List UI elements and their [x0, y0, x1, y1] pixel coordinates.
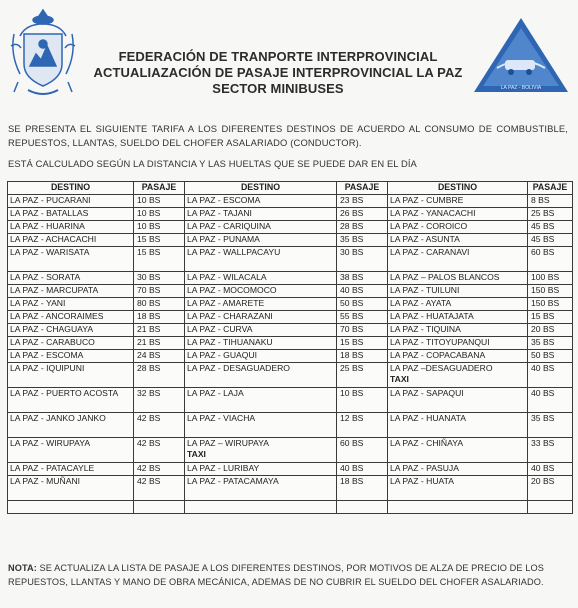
- table-header-row: [8, 182, 573, 195]
- fare-cell: [134, 388, 185, 413]
- destination-text: LA PAZ - HUANATA: [390, 413, 466, 423]
- destination-cell: [8, 234, 134, 247]
- destination-cell: [185, 388, 337, 413]
- fare-cell: [528, 363, 573, 388]
- destination-cell: [388, 324, 528, 337]
- destination-cell: [185, 363, 337, 388]
- fare-text: 70 BS: [137, 285, 161, 295]
- fare-text: 50 BS: [340, 298, 364, 308]
- table-row: [8, 298, 573, 311]
- fare-text: 20 BS: [531, 476, 555, 486]
- fare-text: 8 BS: [531, 195, 550, 205]
- destination-cell: [185, 221, 337, 234]
- fare-cell: [528, 247, 573, 272]
- table-row: [8, 363, 573, 388]
- destination-cell: [185, 501, 337, 514]
- destination-cell: [388, 221, 528, 234]
- fare-cell: [134, 413, 185, 438]
- fare-cell: [528, 221, 573, 234]
- destination-cell: [388, 247, 528, 272]
- destination-text: LA PAZ - PUERTO ACOSTA: [10, 388, 119, 398]
- destination-text: LA PAZ - CARANAVI: [390, 247, 470, 257]
- table-row: [8, 221, 573, 234]
- destination-cell: [185, 337, 337, 350]
- fare-text: 32 BS: [137, 388, 161, 398]
- destination-cell: [388, 195, 528, 208]
- header-pasaje-1: PASAJE: [134, 182, 185, 195]
- destination-text: LA PAZ - PATACAMAYA: [187, 476, 279, 486]
- fare-text: 21 BS: [137, 324, 161, 334]
- fare-cell: [528, 324, 573, 337]
- note-label: NOTA:: [8, 563, 37, 573]
- fare-cell: [337, 298, 388, 311]
- fare-text: 150 BS: [531, 298, 560, 308]
- destination-cell: [388, 476, 528, 501]
- fare-cell: [134, 324, 185, 337]
- destination-text: LA PAZ – PALOS BLANCOS: [390, 272, 500, 282]
- destination-text: LA PAZ - ACHACACHI: [10, 234, 97, 244]
- destination-cell: [8, 272, 134, 285]
- fare-cell: [528, 438, 573, 463]
- fare-cell: [134, 195, 185, 208]
- destination-text: LA PAZ - CHARAZANI: [187, 311, 273, 321]
- fare-text: 10 BS: [137, 221, 161, 231]
- destination-text: LA PAZ - PUCARANI: [10, 195, 91, 205]
- fare-text: 10 BS: [137, 195, 161, 205]
- fare-cell: [337, 413, 388, 438]
- fare-cell: [337, 363, 388, 388]
- destination-text: LA PAZ - PATACAYLE: [10, 463, 95, 473]
- destination-text: LA PAZ - WALLPACAYU: [187, 247, 281, 257]
- header-destino-3: DESTINO: [388, 182, 528, 195]
- fare-text: 18 BS: [340, 476, 364, 486]
- fare-cell: [337, 247, 388, 272]
- destination-text: LA PAZ - CUMBRE: [390, 195, 464, 205]
- fare-text: 12 BS: [340, 413, 364, 423]
- fare-text: 150 BS: [531, 285, 560, 295]
- destination-text: LA PAZ - TIQUINA: [390, 324, 461, 334]
- destination-cell: [388, 438, 528, 463]
- fare-table-body: [8, 195, 573, 514]
- fare-text: 15 BS: [531, 311, 555, 321]
- fare-cell: [337, 324, 388, 337]
- table-row: [8, 324, 573, 337]
- fare-text: 40 BS: [340, 285, 364, 295]
- fare-cell: [134, 298, 185, 311]
- destination-cell: [388, 363, 528, 388]
- destination-text: LA PAZ - TAJANI: [187, 208, 252, 218]
- fare-text: 40 BS: [340, 463, 364, 473]
- destination-text: LA PAZ - TITOYUPANQUI: [390, 337, 490, 347]
- destination-text: LA PAZ - JANKO JANKO: [10, 413, 106, 423]
- destination-cell: [388, 311, 528, 324]
- destination-text: LA PAZ - CHAGUAYA: [10, 324, 94, 334]
- destination-cell: [185, 324, 337, 337]
- fare-text: 70 BS: [340, 324, 364, 334]
- fare-cell: [528, 413, 573, 438]
- table-row: [8, 388, 573, 413]
- destination-cell: [8, 388, 134, 413]
- destination-text: LA PAZ - SAPAQUI: [390, 388, 464, 398]
- fare-text: 21 BS: [137, 337, 161, 347]
- fare-cell: [134, 311, 185, 324]
- destination-text: LA PAZ - SORATA: [10, 272, 81, 282]
- destination-text: LA PAZ - WARISATA: [10, 247, 90, 257]
- fare-text: 42 BS: [137, 438, 161, 448]
- destination-text: LA PAZ - YANACACHI: [390, 208, 476, 218]
- destination-text: LA PAZ - LAJA: [187, 388, 244, 398]
- destination-cell: [8, 363, 134, 388]
- destination-text: LA PAZ - IQUIPUNI: [10, 363, 85, 373]
- fare-cell: [337, 285, 388, 298]
- fare-text: 40 BS: [531, 388, 555, 398]
- fare-cell: [528, 388, 573, 413]
- fare-cell: [134, 234, 185, 247]
- destination-cell: [185, 234, 337, 247]
- destination-cell: [8, 438, 134, 463]
- fare-text: 60 BS: [531, 247, 555, 257]
- destination-text: LA PAZ - CARABUCO: [10, 337, 95, 347]
- destination-text: LA PAZ - HUATA: [390, 476, 454, 486]
- fare-cell: [337, 476, 388, 501]
- destination-cell: [8, 350, 134, 363]
- destination-cell: [388, 350, 528, 363]
- fare-text: 10 BS: [137, 208, 161, 218]
- fare-text: 15 BS: [340, 337, 364, 347]
- destination-cell: [388, 413, 528, 438]
- fare-text: 23 BS: [340, 195, 364, 205]
- destination-cell: [185, 463, 337, 476]
- destination-cell: [8, 501, 134, 514]
- fare-text: 42 BS: [137, 463, 161, 473]
- destination-cell: [185, 272, 337, 285]
- fare-cell: [528, 272, 573, 285]
- header-pasaje-3: PASAJE: [528, 182, 573, 195]
- fare-text: 10 BS: [340, 388, 364, 398]
- destination-text: LA PAZ - ESCOMA: [10, 350, 84, 360]
- destination-text: LA PAZ - CHIÑAYA: [390, 438, 464, 448]
- fare-cell: [337, 311, 388, 324]
- fare-text: 100 BS: [531, 272, 560, 282]
- destination-cell: [388, 298, 528, 311]
- document-title: [82, 49, 474, 97]
- header-pasaje-2: PASAJE: [337, 182, 388, 195]
- title-line-1: FEDERACIÓN DE TRANPORTE INTERPROVINCIAL: [118, 49, 438, 64]
- table-row: [8, 463, 573, 476]
- fare-text: 42 BS: [137, 413, 161, 423]
- table-row: [8, 272, 573, 285]
- fare-text: 60 BS: [340, 438, 364, 448]
- fare-text: 30 BS: [340, 247, 364, 257]
- destination-text: LA PAZ - COPACABANA: [390, 350, 486, 360]
- destination-text: LA PAZ - HUARINA: [10, 221, 85, 231]
- fare-text: 33 BS: [531, 438, 555, 448]
- destination-cell: [388, 234, 528, 247]
- destination-cell: [8, 476, 134, 501]
- destination-cell: [8, 247, 134, 272]
- fare-text: 20 BS: [531, 324, 555, 334]
- fare-cell: [528, 311, 573, 324]
- fare-text: 40 BS: [531, 463, 555, 473]
- destination-text: LA PAZ - WILACALA: [187, 272, 267, 282]
- fare-cell: [134, 350, 185, 363]
- destination-cell: [8, 195, 134, 208]
- fare-text: 38 BS: [340, 272, 364, 282]
- fare-text: 40 BS: [531, 363, 555, 373]
- destination-text: LA PAZ - COROICO: [390, 221, 468, 231]
- destination-text: LA PAZ - ANCORAIMES: [10, 311, 104, 321]
- fare-text: 50 BS: [531, 350, 555, 360]
- fare-cell: [134, 463, 185, 476]
- table-row: [8, 247, 573, 272]
- destination-text: LA PAZ - MARCUPATA: [10, 285, 99, 295]
- destination-cell: [388, 463, 528, 476]
- fare-cell: [134, 438, 185, 463]
- taxi-label: TAXI: [187, 449, 206, 459]
- destination-cell: [8, 298, 134, 311]
- fare-text: 15 BS: [137, 247, 161, 257]
- fare-text: 45 BS: [531, 221, 555, 231]
- destination-cell: [8, 413, 134, 438]
- fare-text: 35 BS: [340, 234, 364, 244]
- destination-text: LA PAZ - GUAQUI: [187, 350, 258, 360]
- fare-cell: [134, 221, 185, 234]
- destination-text: LA PAZ - MUÑANI: [10, 476, 81, 486]
- fare-cell: [134, 285, 185, 298]
- fare-cell: [528, 285, 573, 298]
- footnote: [8, 561, 570, 589]
- fare-cell: [337, 234, 388, 247]
- fare-text: 18 BS: [137, 311, 161, 321]
- destination-text: LA PAZ –DESAGUADERO: [390, 363, 493, 373]
- destination-cell: [388, 272, 528, 285]
- destination-cell: [388, 388, 528, 413]
- intro-paragraph: SE PRESENTA EL SIGUIENTE TARIFA A LOS DIFERENTES DESTINOS DE ACUERDO AL CONSUMO DE COMBUSTIBLE, REPUESTOS, LLANTAS, SUELDO DEL CHOFER ASALARIADO (CONDUCTOR).: [8, 123, 568, 148]
- destination-cell: [185, 438, 337, 463]
- fare-cell: [337, 337, 388, 350]
- fare-cell: [134, 337, 185, 350]
- fare-cell: [528, 463, 573, 476]
- destination-text: LA PAZ - PUNAMA: [187, 234, 260, 244]
- fare-cell: [134, 208, 185, 221]
- fare-cell: [337, 388, 388, 413]
- fare-text: 26 BS: [340, 208, 364, 218]
- destination-cell: [388, 337, 528, 350]
- destination-cell: [185, 285, 337, 298]
- destination-cell: [8, 463, 134, 476]
- destination-cell: [8, 324, 134, 337]
- title-line-2: ACTUALIAZACIÓN DE PASAJE INTERPROVINCIAL LA PAZ: [93, 65, 463, 80]
- destination-text: LA PAZ - DESAGUADERO: [187, 363, 290, 373]
- fare-cell: [337, 208, 388, 221]
- table-row: [8, 438, 573, 463]
- fare-cell: [528, 501, 573, 514]
- destination-text: LA PAZ - AMARETE: [187, 298, 265, 308]
- fare-cell: [337, 463, 388, 476]
- destination-text: LA PAZ - LURIBAY: [187, 463, 260, 473]
- destination-text: LA PAZ – WIRUPAYA: [187, 438, 269, 448]
- taxi-label: TAXI: [390, 374, 409, 384]
- fare-text: 25 BS: [531, 208, 555, 218]
- destination-text: LA PAZ - BATALLAS: [10, 208, 89, 218]
- destination-text: LA PAZ - PASUJA: [390, 463, 459, 473]
- table-row: [8, 337, 573, 350]
- fare-text: 18 BS: [340, 350, 364, 360]
- fare-cell: [528, 234, 573, 247]
- table-row: [8, 234, 573, 247]
- destination-cell: [185, 476, 337, 501]
- destination-cell: [8, 221, 134, 234]
- fare-text: 45 BS: [531, 234, 555, 244]
- header-destino-2: DESTINO: [185, 182, 337, 195]
- fare-text: 80 BS: [137, 298, 161, 308]
- destination-cell: [185, 208, 337, 221]
- destination-text: LA PAZ - TIHUANAKU: [187, 337, 273, 347]
- fare-text: 15 BS: [137, 234, 161, 244]
- fare-cell: [337, 350, 388, 363]
- destination-text: LA PAZ - VIACHA: [187, 413, 256, 423]
- destination-text: LA PAZ - ESCOMA: [187, 195, 261, 205]
- fare-cell: [337, 221, 388, 234]
- fare-text: 35 BS: [531, 413, 555, 423]
- calculation-subtitle: ESTÁ CALCULADO SEGÚN LA DISTANCIA Y LAS HUELTAS QUE SE PUEDE DAR EN EL DÍA: [8, 158, 417, 169]
- destination-cell: [8, 337, 134, 350]
- destination-cell: [185, 195, 337, 208]
- fare-cell: [134, 363, 185, 388]
- table-row: [8, 350, 573, 363]
- table-row: [8, 311, 573, 324]
- destination-cell: [185, 247, 337, 272]
- destination-text: LA PAZ - CURVA: [187, 324, 253, 334]
- fare-cell: [528, 350, 573, 363]
- fare-text: 35 BS: [531, 337, 555, 347]
- table-row: [8, 285, 573, 298]
- destination-cell: [388, 208, 528, 221]
- table-row: [8, 208, 573, 221]
- fare-text: 55 BS: [340, 311, 364, 321]
- fare-table: [7, 181, 573, 514]
- fare-text: 25 BS: [340, 363, 364, 373]
- header-destino-1: DESTINO: [8, 182, 134, 195]
- fare-text: 42 BS: [137, 476, 161, 486]
- table-row: [8, 501, 573, 514]
- coat-of-arms-logo: [8, 6, 78, 102]
- fare-cell: [134, 272, 185, 285]
- right-logo-caption: LA PAZ - BOLIVIA: [500, 85, 542, 91]
- destination-cell: [8, 285, 134, 298]
- destination-cell: [185, 413, 337, 438]
- fare-text: 24 BS: [137, 350, 161, 360]
- destination-text: LA PAZ - WIRUPAYA: [10, 438, 91, 448]
- fare-cell: [337, 501, 388, 514]
- destination-cell: [388, 501, 528, 514]
- fare-cell: [337, 195, 388, 208]
- destination-text: LA PAZ - HUATAJATA: [390, 311, 474, 321]
- fare-cell: [337, 272, 388, 285]
- table-row: [8, 195, 573, 208]
- fare-cell: [134, 247, 185, 272]
- fare-cell: [528, 476, 573, 501]
- destination-text: LA PAZ - MOCOMOCO: [187, 285, 277, 295]
- fare-cell: [528, 298, 573, 311]
- title-line-3: SECTOR MINIBUSES: [212, 81, 344, 96]
- fare-text: 30 BS: [137, 272, 161, 282]
- destination-cell: [185, 311, 337, 324]
- table-row: [8, 476, 573, 501]
- fare-cell: [528, 337, 573, 350]
- table-row: [8, 413, 573, 438]
- fare-text: 28 BS: [137, 363, 161, 373]
- destination-text: LA PAZ - YANI: [10, 298, 66, 308]
- fare-cell: [134, 476, 185, 501]
- fare-text: 28 BS: [340, 221, 364, 231]
- destination-cell: [185, 298, 337, 311]
- fare-cell: [337, 438, 388, 463]
- destination-text: LA PAZ - ASUNTA: [390, 234, 460, 244]
- fare-cell: [528, 195, 573, 208]
- fare-cell: [528, 208, 573, 221]
- destination-text: LA PAZ - AYATA: [390, 298, 452, 308]
- destination-cell: [8, 208, 134, 221]
- destination-text: LA PAZ - CARIQUINA: [187, 221, 271, 231]
- destination-text: LA PAZ - TUILUNI: [390, 285, 460, 295]
- destination-cell: [388, 285, 528, 298]
- destination-cell: [8, 311, 134, 324]
- fare-cell: [134, 501, 185, 514]
- note-text: SE ACTUALIZA LA LISTA DE PASAJE A LOS DIFERENTES DESTINOS, POR MOTIVOS DE ALZA DE PRECIO DE LOS REPUESTOS, LLANTAS Y MANO DE OBRA MECÁNICA, ADEMAS DE NO CUBRIR EL SUELDO DEL CHOFER ASALARIADO.: [8, 563, 544, 587]
- destination-cell: [185, 350, 337, 363]
- federation-triangle-logo: [471, 16, 571, 96]
